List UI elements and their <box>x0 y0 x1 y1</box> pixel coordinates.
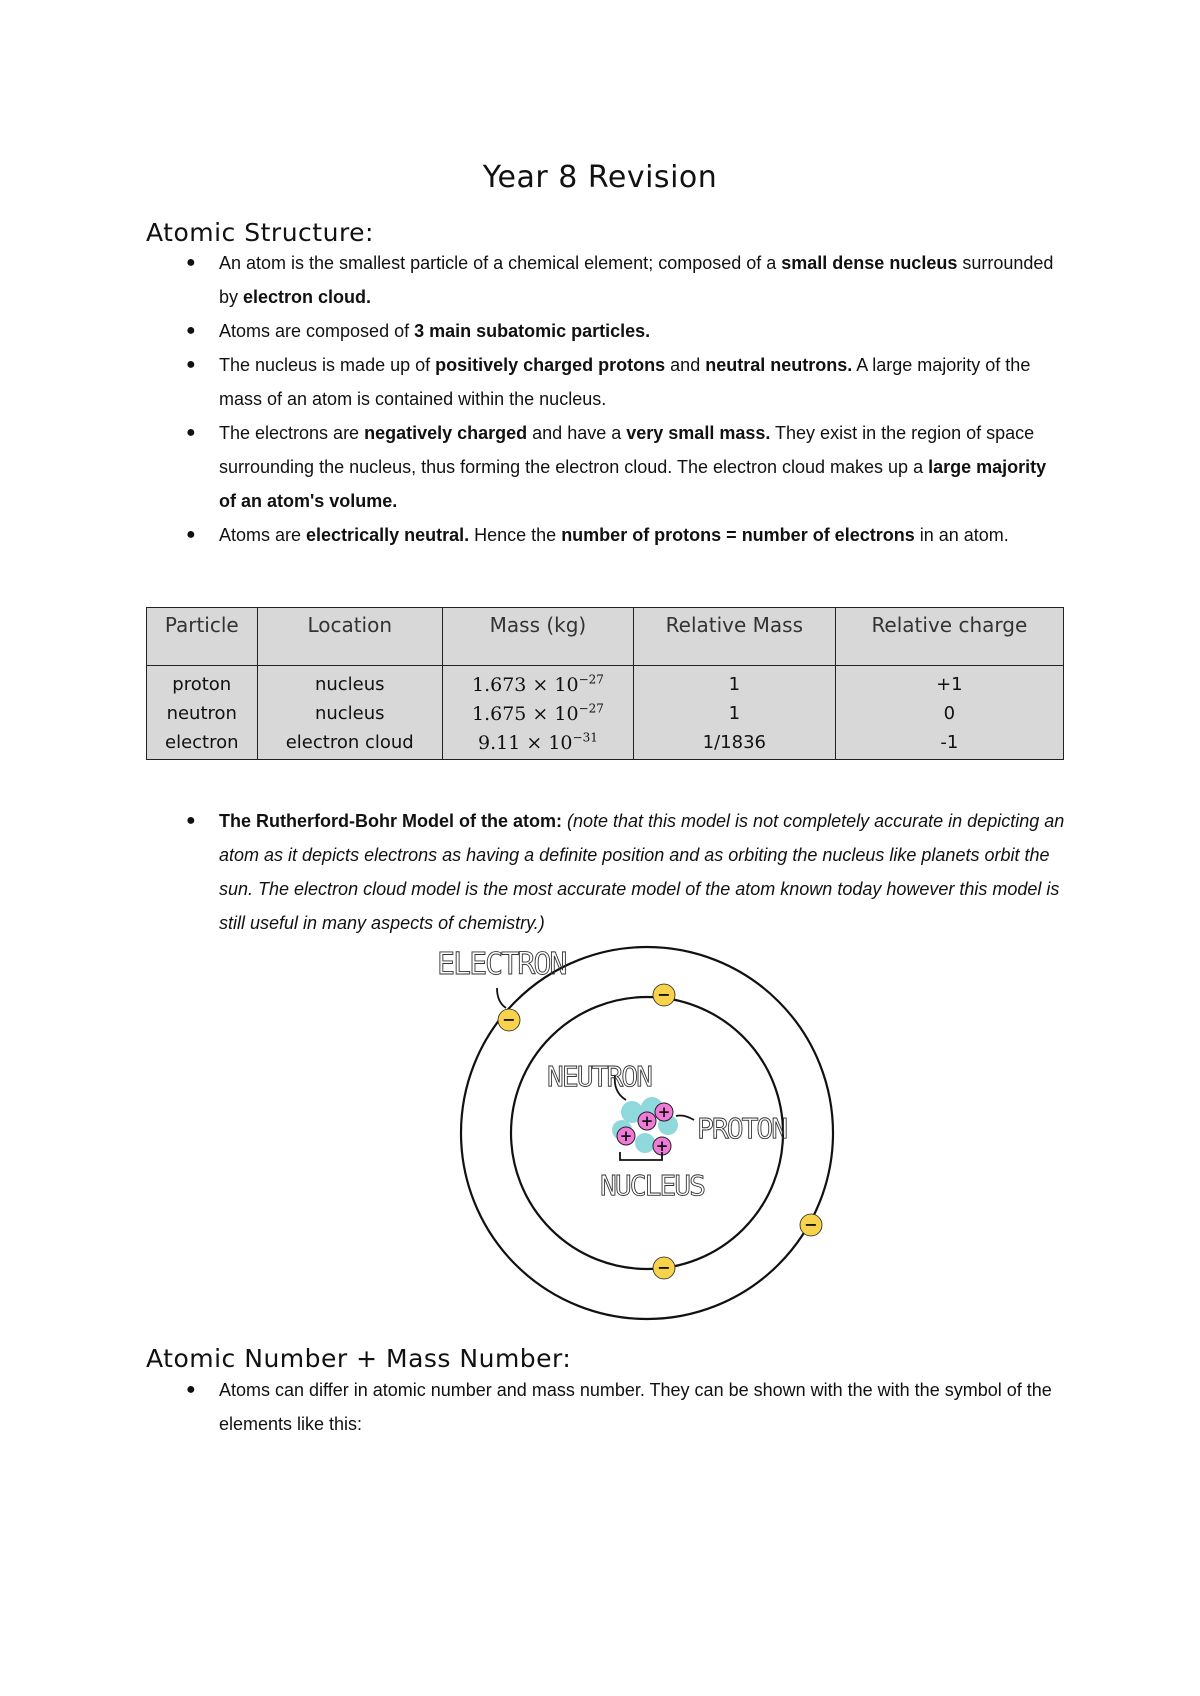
column-header-particle: Particle <box>147 608 258 666</box>
electron-sign: − <box>657 1258 671 1277</box>
nucleus <box>612 1097 678 1155</box>
column-header-location: Location <box>257 608 442 666</box>
mass-base: 1.673 × 10 <box>471 674 579 697</box>
proton-sign: + <box>619 1127 633 1145</box>
cell-particle: neutron <box>147 699 258 728</box>
neutron-particle <box>635 1133 655 1153</box>
list-item <box>146 518 1066 552</box>
electron-label: ELECTRON <box>437 947 566 982</box>
table-header-row <box>147 608 1064 666</box>
rutherford-bohr-list <box>146 804 1066 940</box>
cell-location: electron cloud <box>257 728 442 760</box>
bold-text: large majority of an atom's volume. <box>219 457 1047 511</box>
bullet-icon: ● <box>186 322 196 339</box>
cell-relative-mass: 1/1836 <box>633 728 835 760</box>
text: An atom is the smallest particle of a chemical element; composed of a <box>219 253 782 273</box>
list-item <box>146 348 1066 416</box>
cell-relative-mass: 1 <box>633 666 835 700</box>
text: Atoms are composed of <box>219 321 415 341</box>
bold-text: neutral neutrons. <box>705 355 853 375</box>
bold-text: 3 main subatomic particles. <box>414 321 651 341</box>
list-item <box>146 1373 1066 1441</box>
proton-sign: + <box>640 1112 654 1130</box>
text: Hence the <box>469 525 562 545</box>
cell-relative-charge: 0 <box>835 699 1063 728</box>
subatomic-particles-table <box>146 607 1064 760</box>
cell-relative-charge: -1 <box>835 728 1063 760</box>
electron-sign: − <box>657 985 671 1004</box>
electron-sign: − <box>804 1215 818 1234</box>
cell-mass <box>442 666 633 700</box>
mass-base: 1.675 × 10 <box>471 703 579 726</box>
table-row <box>147 728 1064 760</box>
bullet-icon: ● <box>186 1381 196 1398</box>
bold-text: The Rutherford-Bohr Model of the atom: <box>219 811 562 831</box>
italic-note: (note that this model is not completely accurate in depicting an atom as it depicts electrons as having a definite position and as orbiting the nucleus like planets orbit the sun. The electron cloud model is the most accurate model of the atom known today however this model is still useful in many aspects of chemistry.) <box>219 811 1065 933</box>
cell-location: nucleus <box>257 699 442 728</box>
bold-text: electron cloud. <box>243 287 372 307</box>
text: in an atom. <box>914 525 1009 545</box>
bullet-icon: ● <box>186 526 196 543</box>
neutron-label: NEUTRON <box>547 1060 652 1093</box>
proton-sign: + <box>655 1137 669 1155</box>
column-header-mass: Mass (kg) <box>442 608 633 666</box>
column-header-relative-mass: Relative Mass <box>633 608 835 666</box>
bold-text: small dense nucleus <box>781 253 958 273</box>
diagram-labels <box>437 947 786 1202</box>
cell-location: nucleus <box>257 666 442 700</box>
electron-sign: − <box>502 1010 516 1029</box>
section-heading-atomic-structure: Atomic Structure: <box>146 218 374 247</box>
rutherford-bohr-diagram <box>420 945 860 1325</box>
proton-sign: + <box>657 1103 671 1121</box>
bold-text: negatively charged <box>364 423 528 443</box>
text: Atoms can differ in atomic number and mass number. They can be shown with the with the symbol of the elements like this: <box>219 1380 1052 1434</box>
bold-text: number of protons = number of electrons <box>561 525 915 545</box>
text: A large majority of the mass of an atom is contained within the nucleus. <box>219 355 1031 409</box>
bold-text: positively charged protons <box>435 355 666 375</box>
text: Atoms are <box>219 525 307 545</box>
text: surrounded by <box>219 253 1054 307</box>
page-title: Year 8 Revision <box>482 160 718 195</box>
column-header-relative-charge: Relative charge <box>835 608 1063 666</box>
bullet-icon: ● <box>186 254 196 271</box>
list-item <box>146 246 1066 314</box>
text: The nucleus is made up of <box>219 355 436 375</box>
cell-relative-charge: +1 <box>835 666 1063 700</box>
proton-label: PROTON <box>697 1112 787 1145</box>
mass-base: 9.11 × 10 <box>478 732 573 755</box>
list-item <box>146 804 1066 940</box>
text: and have a <box>527 423 627 443</box>
mass-exponent: −27 <box>578 701 604 716</box>
bold-text: electrically neutral. <box>306 525 470 545</box>
table-row <box>147 666 1064 700</box>
bullet-icon: ● <box>186 424 196 441</box>
text: and <box>665 355 706 375</box>
table-row <box>147 699 1064 728</box>
mass-exponent: −31 <box>572 730 598 745</box>
cell-particle: electron <box>147 728 258 760</box>
list-item <box>146 416 1066 518</box>
list-item <box>146 314 1066 348</box>
atomic-structure-list <box>146 246 1066 552</box>
text: The electrons are <box>219 423 365 443</box>
cell-relative-mass: 1 <box>633 699 835 728</box>
cell-mass <box>442 728 633 760</box>
atomic-number-list <box>146 1373 1066 1441</box>
section-heading-atomic-number: Atomic Number + Mass Number: <box>146 1344 572 1373</box>
bullet-icon: ● <box>186 356 196 373</box>
electron-arrow <box>497 988 506 1008</box>
cell-mass <box>442 699 633 728</box>
text: They exist in the region of space surrounding the nucleus, thus forming the electron cloud. The electron cloud makes up a <box>219 423 1035 477</box>
bullet-icon: ● <box>186 812 196 829</box>
cell-particle: proton <box>147 666 258 700</box>
nucleus-label: NUCLEUS <box>600 1169 705 1202</box>
bold-text: very small mass. <box>626 423 771 443</box>
proton-arrow <box>676 1116 694 1121</box>
mass-exponent: −27 <box>578 672 604 687</box>
